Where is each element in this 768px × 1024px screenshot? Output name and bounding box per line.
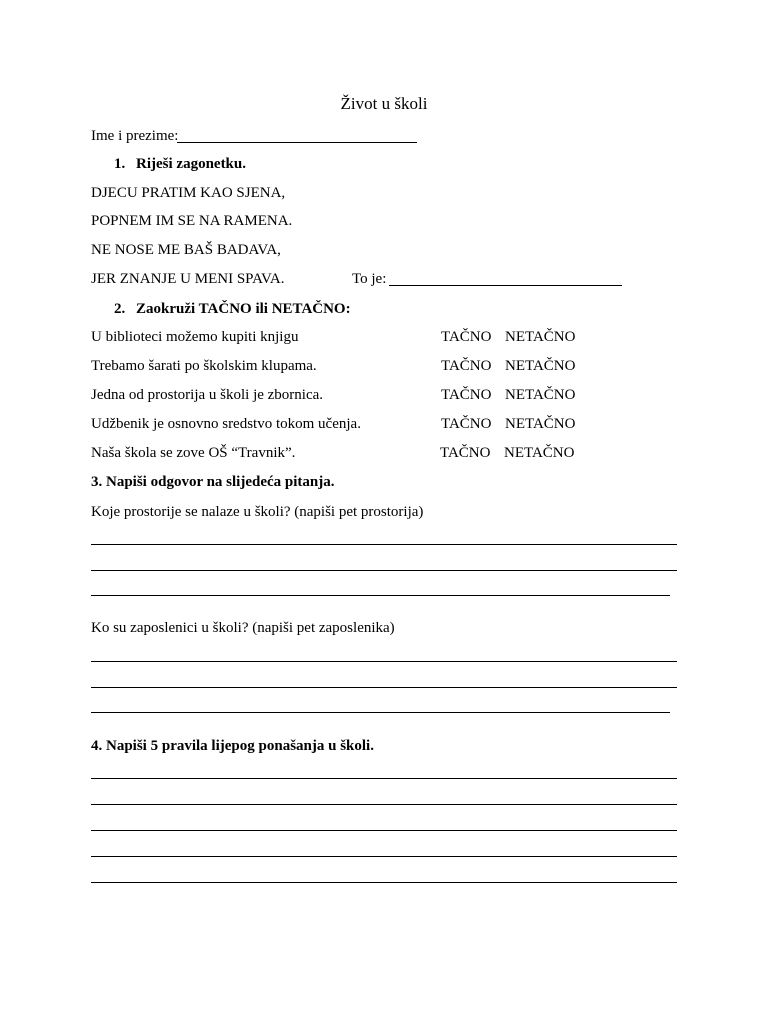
- statement-text: Trebamo šarati po školskim klupama.: [91, 358, 317, 374]
- answer-line[interactable]: [91, 687, 677, 688]
- riddle-line: JER ZNANJE U MENI SPAVA.: [91, 271, 285, 287]
- true-option[interactable]: TAČNO: [441, 416, 492, 432]
- answer-line[interactable]: [91, 595, 670, 596]
- answer-line[interactable]: [91, 661, 677, 662]
- answer-line[interactable]: [91, 830, 677, 831]
- false-option[interactable]: NETAČNO: [505, 387, 576, 403]
- true-option[interactable]: TAČNO: [441, 358, 492, 374]
- false-option[interactable]: NETAČNO: [505, 329, 576, 345]
- name-field[interactable]: [177, 142, 417, 143]
- riddle-answer-label: To je:: [352, 271, 387, 287]
- section2-heading: Zaokruži TAČNO ili NETAČNO:: [136, 301, 351, 317]
- riddle-answer-field[interactable]: [389, 285, 622, 286]
- true-option[interactable]: TAČNO: [441, 387, 492, 403]
- true-option[interactable]: TAČNO: [440, 445, 491, 461]
- riddle-line: DJECU PRATIM KAO SJENA,: [91, 185, 286, 201]
- riddle-line: POPNEM IM SE NA RAMENA.: [91, 213, 293, 229]
- true-option[interactable]: TAČNO: [441, 329, 492, 345]
- statement-text: U biblioteci možemo kupiti knjigu: [91, 329, 299, 345]
- name-label: Ime i prezime:: [91, 128, 179, 144]
- section4-heading: 4. Napiši 5 pravila lijepog ponašanja u školi.: [91, 738, 374, 754]
- section1-number: 1.: [114, 156, 126, 172]
- question-rooms: Koje prostorije se nalaze u školi? (napiši pet prostorija): [91, 504, 424, 520]
- answer-line[interactable]: [91, 544, 677, 545]
- answer-line[interactable]: [91, 804, 677, 805]
- question-staff: Ko su zaposlenici u školi? (napiši pet zaposlenika): [91, 620, 395, 636]
- section1-heading: Riješi zagonetku.: [136, 156, 246, 172]
- section3-heading: 3. Napiši odgovor na slijedeća pitanja.: [91, 474, 335, 490]
- answer-line[interactable]: [91, 712, 670, 713]
- answer-line[interactable]: [91, 882, 677, 883]
- riddle-line: NE NOSE ME BAŠ BADAVA,: [91, 242, 281, 258]
- answer-line[interactable]: [91, 856, 677, 857]
- statement-text: Naša škola se zove OŠ “Travnik”.: [91, 445, 296, 461]
- false-option[interactable]: NETAČNO: [505, 416, 576, 432]
- answer-line[interactable]: [91, 778, 677, 779]
- section2-number: 2.: [114, 301, 126, 317]
- page-title: Život u školi: [340, 94, 428, 113]
- statement-text: Udžbenik je osnovno sredstvo tokom učenja.: [91, 416, 361, 432]
- false-option[interactable]: NETAČNO: [505, 358, 576, 374]
- answer-line[interactable]: [91, 570, 677, 571]
- false-option[interactable]: NETAČNO: [504, 445, 575, 461]
- statement-text: Jedna od prostorija u školi je zbornica.: [91, 387, 324, 403]
